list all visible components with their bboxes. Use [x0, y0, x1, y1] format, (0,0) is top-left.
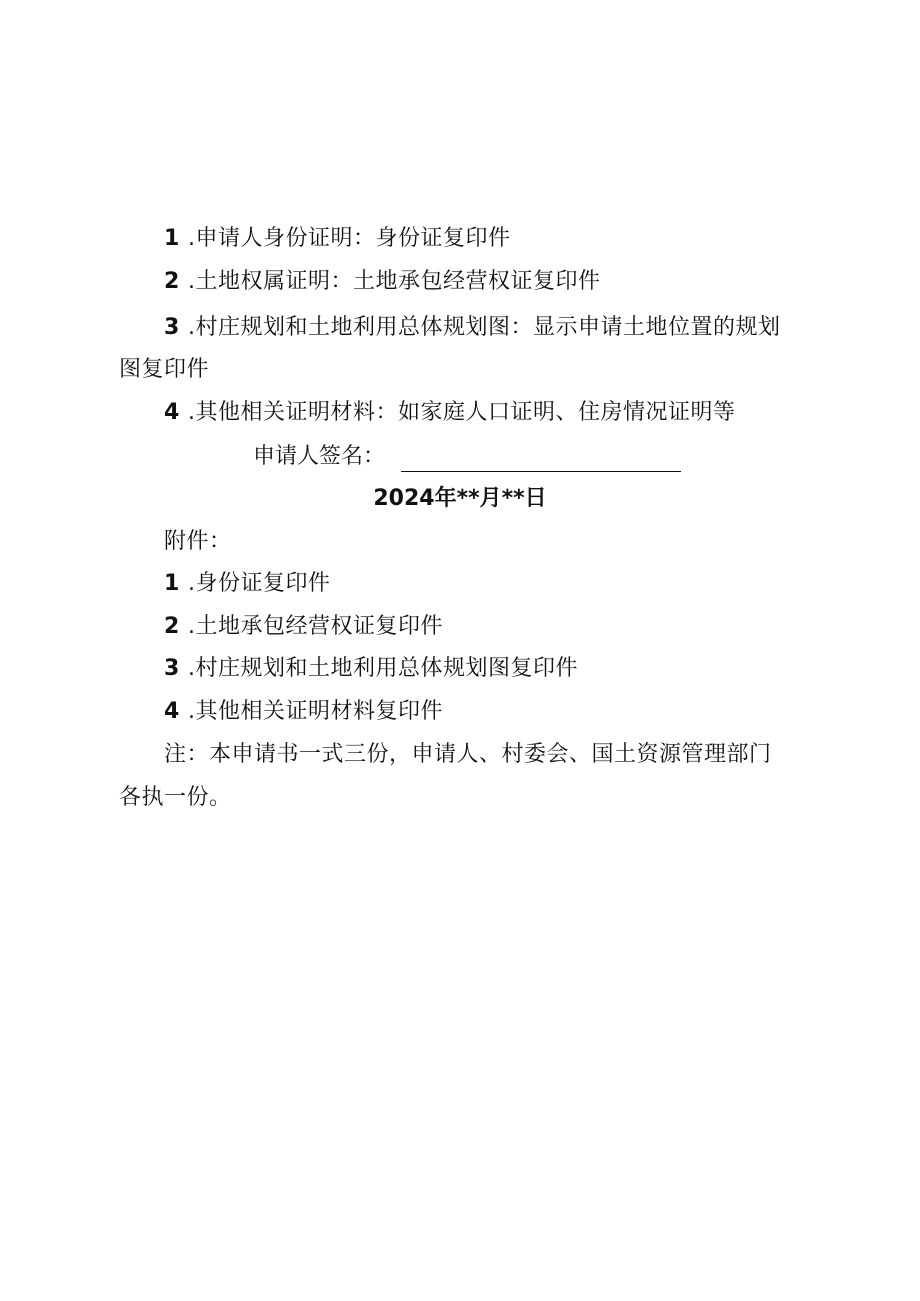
- note-line-2: 各执一份。: [119, 785, 232, 810]
- attachment-item-2: [164, 612, 443, 642]
- attachment-number: 3: [164, 656, 180, 681]
- requirement-text: .土地权属证明：土地承包经营权证复印件: [188, 269, 601, 294]
- requirement-item-4: [164, 398, 736, 428]
- attachment-number: 1: [164, 571, 180, 596]
- attachment-text: .其他相关证明材料复印件: [188, 699, 443, 724]
- requirement-number: 3: [164, 315, 180, 340]
- attachment-item-3: [164, 654, 578, 684]
- attachments-label: 附件：: [164, 529, 232, 554]
- signature-label: 申请人签名：: [253, 444, 386, 469]
- note-line-1: 注：本申请书一式三份，申请人、村委会、国土资源管理部门: [164, 742, 772, 767]
- requirement-item-3: [164, 313, 781, 343]
- attachment-text: .身份证复印件: [188, 571, 331, 596]
- signature-field[interactable]: [401, 447, 681, 472]
- requirement-number: 1: [164, 226, 180, 251]
- requirement-item-2: [164, 267, 601, 297]
- signature-row: [253, 442, 681, 472]
- date-line: 2024年**月**日: [373, 486, 547, 511]
- requirement-number: 2: [164, 269, 180, 294]
- requirement-text-continuation: 图复印件: [119, 357, 210, 382]
- attachment-item-1: [164, 569, 331, 599]
- attachment-text: .村庄规划和土地利用总体规划图复印件: [188, 656, 578, 681]
- requirement-text: .村庄规划和土地利用总体规划图：显示申请土地位置的规划: [188, 315, 781, 340]
- attachment-number: 4: [164, 699, 180, 724]
- requirement-text: .申请人身份证明：身份证复印件: [188, 226, 511, 251]
- attachment-text: .土地承包经营权证复印件: [188, 614, 443, 639]
- requirement-number: 4: [164, 400, 180, 425]
- attachment-number: 2: [164, 614, 180, 639]
- attachment-item-4: [164, 697, 443, 727]
- requirement-item-3-continuation: [119, 355, 209, 385]
- requirement-text: .其他相关证明材料：如家庭人口证明、住房情况证明等: [188, 400, 736, 425]
- requirement-item-1: [164, 224, 511, 254]
